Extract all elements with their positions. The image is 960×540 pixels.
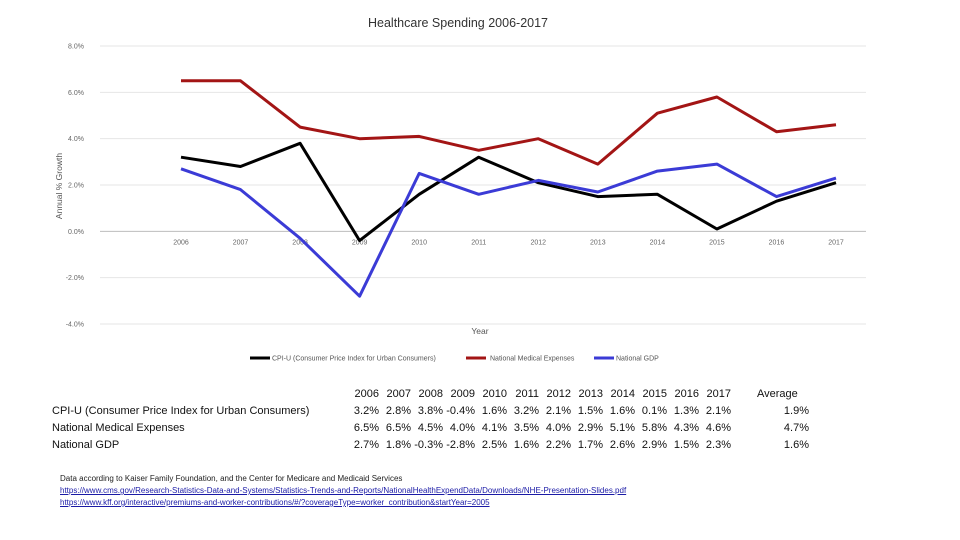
table-year-header: 2013: [578, 388, 603, 400]
x-tick-label: 2012: [530, 239, 547, 247]
y-tick-label: 0.0%: [68, 228, 84, 236]
x-tick-label: 2011: [471, 239, 487, 247]
x-tick-label: 2014: [649, 239, 666, 247]
x-axis-label: Year: [471, 326, 489, 336]
table-cell: 4.0%: [545, 422, 571, 434]
chart-title: Healthcare Spending 2006-2017: [368, 16, 548, 30]
table-average-cell: 1.9%: [783, 405, 809, 417]
legend: [250, 356, 659, 363]
y-tick-label: -4.0%: [65, 321, 84, 329]
table-cell: 6.5%: [353, 422, 379, 434]
table-year-header: 2011: [515, 388, 539, 400]
y-tick-label: 8.0%: [68, 43, 84, 51]
table-average-cell: 1.6%: [783, 439, 809, 451]
table-year-header: 2006: [354, 388, 379, 400]
table-cell: 2.7%: [353, 439, 379, 451]
table-cell: 3.2%: [353, 405, 379, 417]
table-cell: 4.5%: [417, 422, 443, 434]
table-year-header: 2007: [386, 388, 411, 400]
table-cell: 2.6%: [609, 439, 635, 451]
legend-label: CPI-U (Consumer Price Index for Urban Consumers): [272, 355, 436, 363]
table-year-header: 2008: [418, 388, 443, 400]
table-cell: 4.1%: [481, 422, 507, 434]
table-cell: 4.0%: [449, 422, 475, 434]
table-header-row: [50, 386, 809, 403]
table-cell: 1.8%: [385, 439, 411, 451]
table-cell: 4.3%: [673, 422, 699, 434]
x-tick-label: 2009: [351, 239, 368, 247]
table-cell: 5.1%: [609, 422, 635, 434]
source-text: Data according to Kaiser Family Foundation, and the Center for Medicare and Medicaid Services: [60, 474, 403, 483]
table-cell: 1.6%: [481, 405, 507, 417]
table-row: [50, 403, 809, 420]
table-cell: 6.5%: [385, 422, 411, 434]
table-cell: 2.9%: [577, 422, 603, 434]
series-lines: [181, 81, 836, 296]
table-row-label: National GDP: [52, 439, 120, 451]
y-tick-label: 6.0%: [68, 89, 84, 97]
table-cell: -2.8%: [446, 439, 475, 451]
x-tick-label: 2017: [828, 239, 844, 247]
table-cell: 0.1%: [641, 405, 667, 417]
source-note: [60, 473, 626, 509]
table-cell: 1.6%: [513, 439, 539, 451]
y-tick-label: 4.0%: [68, 136, 84, 144]
y-tick-label: -2.0%: [65, 275, 84, 283]
table-year-header: 2010: [482, 388, 507, 400]
x-tick-labels: [173, 239, 844, 246]
x-tick-label: 2015: [709, 239, 725, 247]
table-cell: 1.7%: [577, 439, 603, 451]
table-cell: 2.1%: [545, 405, 571, 417]
table-cell: 3.5%: [513, 422, 539, 434]
table-cell: 1.5%: [577, 405, 603, 417]
table-cell: -0.3%: [414, 439, 443, 451]
table-cell: 2.9%: [641, 439, 667, 451]
table-cell: 4.6%: [705, 422, 731, 434]
table-cell: 2.5%: [481, 439, 507, 451]
data-table: [50, 386, 809, 454]
table-year-header: 2009: [450, 388, 475, 400]
table-cell: 1.6%: [609, 405, 635, 417]
table-cell: -0.4%: [446, 405, 475, 417]
table-cell: 2.1%: [705, 405, 731, 417]
table-cell: 2.8%: [385, 405, 411, 417]
x-tick-label: 2016: [768, 239, 785, 247]
table-year-header: 2015: [642, 388, 667, 400]
table-cell: 1.3%: [673, 405, 699, 417]
y-tick-labels: [66, 44, 84, 329]
x-tick-label: 2006: [173, 239, 189, 247]
table-cell: 3.8%: [417, 405, 443, 417]
table-row-label: CPI-U (Consumer Price Index for Urban Consumers): [52, 405, 310, 417]
table-year-header: 2017: [706, 388, 731, 400]
table-average-header: Average: [757, 388, 798, 400]
table-year-header: 2012: [546, 388, 571, 400]
table-row-label: National Medical Expenses: [52, 422, 185, 434]
table-cell: 2.3%: [705, 439, 731, 451]
legend-label: National Medical Expenses: [490, 355, 575, 363]
x-tick-label: 2008: [292, 239, 308, 247]
table-year-header: 2016: [674, 388, 699, 400]
table-year-header: 2014: [610, 388, 635, 400]
x-tick-label: 2013: [590, 239, 606, 247]
series-line: [181, 143, 836, 240]
source-link-kff[interactable]: https://www.kff.org/interactive/premiums-and-worker-contributions/#/?coverageType=worker_contribution&startYear=2005: [60, 498, 490, 507]
y-tick-label: 2.0%: [68, 182, 84, 190]
x-tick-label: 2010: [411, 239, 427, 247]
x-tick-label: 2007: [232, 239, 249, 247]
y-axis-label: Annual % Growth: [54, 152, 64, 220]
table-row: [50, 437, 809, 454]
table-cell: 1.5%: [673, 439, 699, 451]
source-link-cms[interactable]: https://www.cms.gov/Research-Statistics-Data-and-Systems/Statistics-Trends-and-Reports/NationalHealthExpendData/Downloads/NHE-Presentation-Slides.pdf: [60, 486, 627, 495]
gridlines: [100, 46, 866, 324]
table-row: [50, 420, 809, 437]
table-cell: 3.2%: [513, 405, 539, 417]
table-cell: 5.8%: [641, 422, 667, 434]
legend-label: National GDP: [616, 355, 659, 363]
series-line: [181, 164, 836, 296]
table-header-blank: [50, 386, 247, 403]
table-cell: 2.2%: [545, 439, 571, 451]
table-average-cell: 4.7%: [783, 422, 809, 434]
